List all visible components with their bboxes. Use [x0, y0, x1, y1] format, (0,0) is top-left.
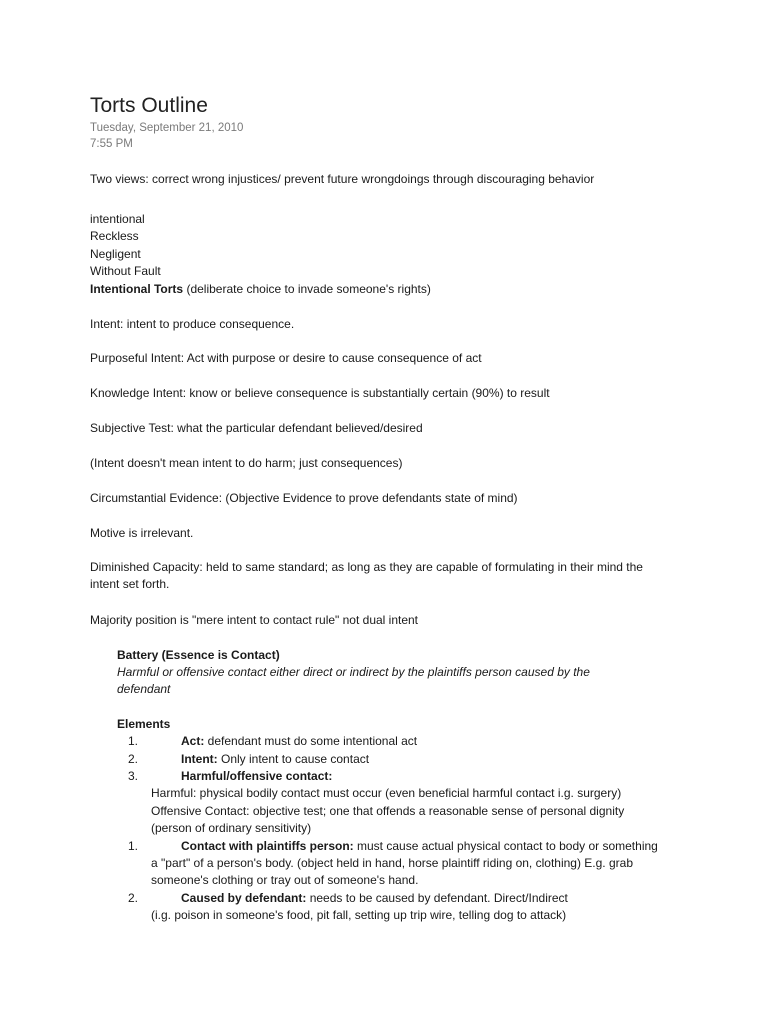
element-text: needs to be caused by defendant. Direct/Indirect: [306, 891, 568, 905]
element-number: 2.: [128, 891, 139, 905]
element-number: 1.: [128, 734, 139, 748]
element-contact-plaintiff: [181, 839, 658, 853]
majority-position-line: Majority position is "mere intent to contact rule" not dual intent: [90, 613, 419, 627]
subjective-test-line: Subjective Test: what the particular defendant believed/desired: [90, 421, 423, 435]
element-act: [181, 734, 417, 748]
element-text: must cause actual physical contact to body or something: [353, 839, 658, 853]
ordinary-sensitivity-line: (person of ordinary sensitivity): [151, 821, 312, 835]
level-without-fault: Without Fault: [90, 264, 161, 278]
battery-heading: Battery (Essence is Contact): [117, 648, 280, 662]
element-intent: [181, 752, 369, 766]
element-caused-by-defendant: [181, 891, 568, 905]
intent-harm-line: (Intent doesn't mean intent to do harm; just consequences): [90, 456, 403, 470]
element-number: 2.: [128, 752, 139, 766]
battery-definition-1: Harmful or offensive contact either direct or indirect by the plaintiffs person caused by the: [117, 665, 590, 679]
intentional-torts-heading: [90, 282, 431, 296]
intentional-torts-label: Intentional Torts: [90, 282, 184, 296]
level-reckless: Reckless: [90, 229, 139, 243]
element-label: Caused by defendant:: [181, 891, 307, 905]
knowledge-intent-line: Knowledge Intent: know or believe consequence is substantially certain (90%) to result: [90, 386, 550, 400]
element-number: 3.: [128, 769, 139, 783]
time-stamp: 7:55 PM: [90, 138, 133, 150]
element-number: 1.: [128, 839, 139, 853]
element-label: Act:: [181, 734, 205, 748]
diminished-capacity-line-1: Diminished Capacity: held to same standard; as long as they are capable of formulating in their mind the: [90, 560, 643, 574]
element-label: Contact with plaintiffs person:: [181, 839, 354, 853]
contact-line-2: a "part" of a person's body. (object held in hand, horse plaintiff riding on, clothing) E.g. grab: [151, 856, 633, 870]
intentional-torts-rest: (deliberate choice to invade someone's rights): [183, 282, 431, 296]
harmful-line: Harmful: physical bodily contact must occur (even beneficial harmful contact i.g. surgery): [151, 786, 622, 800]
element-label: Intent:: [181, 752, 218, 766]
level-negligent: Negligent: [90, 247, 141, 261]
motive-line: Motive is irrelevant.: [90, 526, 194, 540]
offensive-contact-line: Offensive Contact: objective test; one that offends a reasonable sense of personal dignity: [151, 804, 625, 818]
element-harmful-offensive: [181, 769, 332, 783]
circumstantial-evidence-line: Circumstantial Evidence: (Objective Evidence to prove defendants state of mind): [90, 491, 518, 505]
contact-line-3: someone's clothing or tray out of someone's hand.: [151, 873, 419, 887]
battery-definition-2: defendant: [117, 682, 171, 696]
diminished-capacity-line-2: intent set forth.: [90, 577, 170, 591]
elements-heading: Elements: [117, 717, 171, 731]
purposeful-intent-line: Purposeful Intent: Act with purpose or desire to cause consequence of act: [90, 351, 482, 365]
level-intentional: intentional: [90, 212, 145, 226]
two-views-line: Two views: correct wrong injustices/ prevent future wrongdoings through discouraging behavior: [90, 172, 595, 186]
element-label: Harmful/offensive contact:: [181, 769, 333, 783]
element-text: defendant must do some intentional act: [204, 734, 418, 748]
date-stamp: Tuesday, September 21, 2010: [90, 122, 244, 134]
element-text: Only intent to cause contact: [217, 752, 370, 766]
intent-line: Intent: intent to produce consequence.: [90, 317, 295, 331]
page-title: Torts Outline: [90, 94, 208, 117]
caused-line-2: (i.g. poison in someone's food, pit fall, setting up trip wire, telling dog to attack): [151, 908, 567, 922]
